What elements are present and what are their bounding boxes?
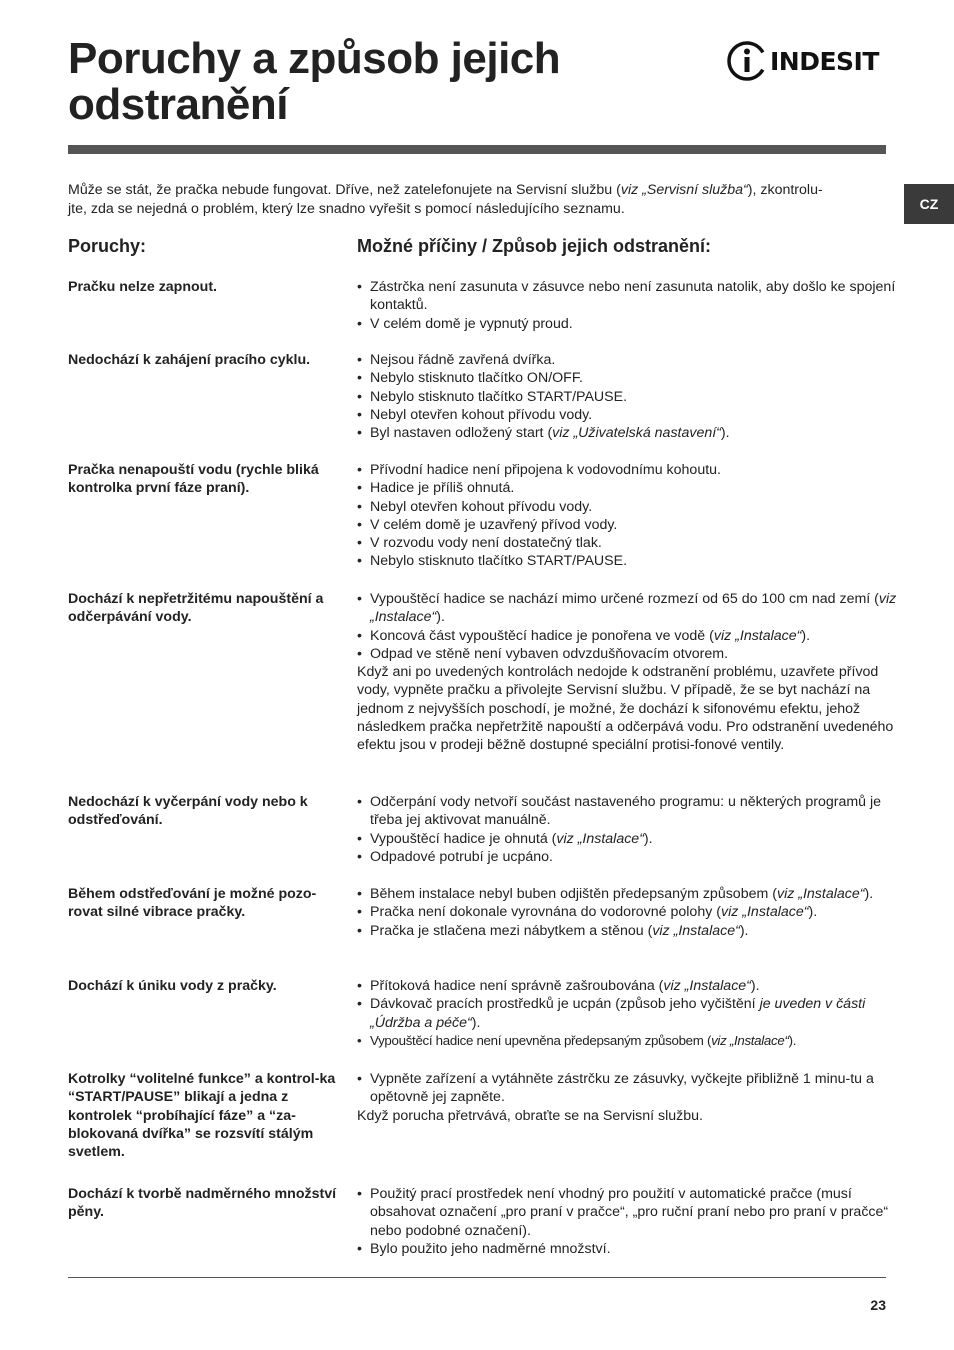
- cause-item: [357, 534, 897, 552]
- cause-text: V celém domě je uzavřený přívod vody.: [370, 516, 618, 533]
- causes-list: [357, 977, 897, 1050]
- causes-block: [357, 351, 897, 442]
- cause-reference: viz „Instalace“: [713, 627, 802, 644]
- page-title: [68, 36, 668, 128]
- causes-block: [357, 590, 897, 755]
- cause-note: Když porucha přetrvává, obraťte se na Servisní službu.: [357, 1107, 704, 1124]
- cause-text: Vypouštěcí hadice je ohnutá (: [370, 830, 557, 847]
- cause-text: Nebylo stisknuto tlačítko START/PAUSE.: [370, 388, 628, 405]
- causes-list: [357, 1070, 897, 1107]
- brand-logo: [726, 40, 888, 82]
- cause-text: Nebyl otevřen kohout přívodu vody.: [370, 406, 593, 423]
- cause-text: Odpad ve stěně není vybaven odvzdušňovacím otvorem.: [370, 645, 729, 662]
- cause-item: [357, 552, 897, 570]
- cause-text: Pračka je stlačena mezi nábytkem a stěnou (: [370, 922, 653, 939]
- problem-text: Pračka nenapouští vodu (rychle bliká kontrolka první fáze praní).: [68, 462, 319, 497]
- cause-text: Dávkovač pracích prostředků je ucpán (způsob jeho vyčištění: [370, 996, 760, 1013]
- cause-item: [357, 1240, 897, 1258]
- causes-list: [357, 461, 897, 571]
- cause-item: [357, 315, 897, 333]
- cause-item: [357, 995, 897, 1032]
- causes-list: [357, 793, 897, 866]
- cause-reference: viz „Instalace“: [370, 591, 897, 626]
- cause-text-end: ).: [471, 1014, 481, 1031]
- cause-item: [357, 922, 897, 940]
- cause-text: Přítoková hadice není správně zašroubována (: [370, 978, 664, 994]
- causes-list: [357, 885, 897, 940]
- cause-reference: viz „Instalace“: [663, 978, 751, 994]
- brand-i-icon: [726, 40, 768, 82]
- cause-text: Přívodní hadice není připojena k vodovodnímu kohoutu.: [370, 462, 721, 478]
- cause-text: Vypněte zařízení a vytáhněte zástrčku ze zásuvky, vyčkejte přibližně 1 minu-tu a opětovně jej zapněte.: [370, 1071, 874, 1106]
- problems-heading: Poruchy:: [68, 236, 147, 256]
- cause-text: Odpadové potrubí je ucpáno.: [370, 848, 553, 865]
- cause-text: Nebylo stisknuto tlačítko ON/OFF.: [370, 370, 583, 387]
- cause-item: [357, 369, 897, 387]
- cause-item: [357, 1185, 897, 1240]
- problem-text: Dochází k úniku vody z pračky.: [68, 978, 277, 994]
- footer-divider: [68, 1277, 886, 1278]
- causes-block: [357, 885, 897, 940]
- cause-item: [357, 278, 897, 315]
- cause-reference: viz „Instalace“: [556, 830, 644, 847]
- cause-item: [357, 903, 897, 921]
- cause-text: Pračka není dokonale vyrovnána do vodorovné polohy (: [370, 904, 721, 921]
- cause-reference: je uveden v části „Údržba a péče“: [370, 996, 866, 1031]
- cause-item: [357, 388, 897, 406]
- intro-text-2: ), zkontrolu-: [747, 182, 823, 198]
- cause-note: Když ani po uvedených kontrolách nedojde k odstranění problému, uzavřete přívod vody, vypněte pračku a přivolejte Servisní službu. V případě, že se byt nachází na jednom z nejvyšších poschodí, je možné, že dochází k sifonovému efektu, jehož následkem pračka nepřetržitě napouští a odčerpává vodu. Pro odstranění uvedeného efektu jsou v prodeji běžně dostupné speciální protisi-fonové ventily.: [357, 664, 894, 754]
- language-tab: CZ: [904, 184, 954, 224]
- causes-block: [357, 461, 897, 571]
- problem-text: Kotrolky “volitelné funkce” a kontrol-ka “START/PAUSE” blikají a jedna z kontrolek “probíhající fáze” a “za-blokovaná dvířka” se rozsvítí stálým svetlem.: [68, 1071, 336, 1161]
- cause-text-end: ).: [720, 425, 730, 442]
- cause-text: Vypouštěcí hadice se nachází mimo určené rozmezí od 65 do 100 cm nad zemí (: [370, 591, 879, 607]
- cause-item: [357, 977, 897, 995]
- cause-text-end: ).: [436, 609, 445, 626]
- problem-text: Nedochází k vyčerpání vody nebo k odstřeďování.: [68, 794, 308, 829]
- problem-text: Nedochází k zahájení pracího cyklu.: [68, 352, 311, 368]
- cause-text: Vypouštěcí hadice není upevněna předepsaným způsobem (: [370, 1032, 712, 1048]
- cause-text: Byl nastaven odložený start (: [370, 425, 553, 442]
- cause-item: [357, 516, 897, 534]
- cause-item: [357, 627, 897, 645]
- title-divider: [68, 145, 886, 154]
- causes-block: [357, 977, 897, 1050]
- cause-text: Hadice je příliš ohnutá.: [370, 480, 515, 497]
- cause-text-end: ).: [750, 978, 760, 994]
- cause-text: Nejsou řádně zavřená dvířka.: [370, 352, 556, 368]
- problem-text: Pračku nelze zapnout.: [68, 279, 218, 295]
- causes-block: [357, 1070, 897, 1125]
- cause-reference: viz „Instalace“: [711, 1032, 789, 1048]
- cause-item: [357, 590, 897, 627]
- title-line-2: odstranění: [68, 80, 288, 129]
- causes-block: [357, 1185, 897, 1258]
- cause-text: V celém domě je vypnutý proud.: [370, 315, 573, 332]
- problem-text: Během odstřeďování je možné pozo-rovat silné vibrace pračky.: [68, 886, 317, 921]
- page-number: 23: [870, 1297, 886, 1313]
- cause-text: Koncová část vypouštěcí hadice je ponořena ve vodě (: [370, 627, 714, 644]
- causes-list: [357, 590, 897, 663]
- cause-item: [357, 406, 897, 424]
- intro-text-3: jte, zda se nejedná o problém, který lze snadno vyřešit s pomocí následujícího seznamu.: [68, 201, 625, 217]
- cause-text-end: ).: [808, 904, 818, 921]
- cause-text: Odčerpání vody netvoří součást nastaveného programu: u některých programů je třeba jej aktivovat manuálně.: [370, 794, 882, 829]
- cause-text: Zástrčka není zasunuta v zásuvce nebo není zasunuta natolik, aby došlo ke spojení kontaktů.: [370, 279, 896, 314]
- cause-text: Nebyl otevřen kohout přívodu vody.: [370, 498, 593, 515]
- causes-block: [357, 278, 897, 333]
- cause-item: [357, 498, 897, 516]
- causes-list: [357, 1185, 897, 1258]
- causes-list: [357, 278, 897, 333]
- cause-item: [357, 885, 897, 903]
- cause-text-end: ).: [864, 886, 874, 902]
- cause-item: [357, 830, 897, 848]
- cause-item: [357, 461, 897, 479]
- problem-text: Dochází k nepřetržitému napouštění a odčerpávání vody.: [68, 591, 324, 626]
- cause-reference: viz „Instalace“: [652, 922, 740, 939]
- cause-text-end: ).: [801, 627, 811, 644]
- cause-item: [357, 351, 897, 369]
- cause-item: [357, 1032, 897, 1050]
- cause-text: Použitý prací prostředek není vhodný pro použití v automatické pračce (musí obsahovat označení „pro praní v pračce“, „pro ruční praní nebo pro praní v pračce“ nebo podobné označení).: [370, 1186, 889, 1239]
- cause-text-end: ).: [739, 922, 749, 939]
- causes-block: [357, 793, 897, 866]
- cause-item: [357, 424, 897, 442]
- causes-heading: Možné příčiny / Způsob jejich odstranění:: [357, 236, 712, 256]
- cause-reference: viz „Uživatelská nastavení“: [552, 425, 721, 442]
- intro-paragraph: [68, 181, 886, 219]
- cause-reference: viz „Instalace“: [720, 904, 809, 921]
- problem-text: Dochází k tvorbě nadměrného množství pěny.: [68, 1186, 337, 1221]
- cause-text-end: ).: [643, 830, 653, 847]
- title-line-1: Poruchy a způsob jejich: [68, 34, 561, 83]
- cause-item: [357, 793, 897, 830]
- cause-item: [357, 479, 897, 497]
- causes-list: [357, 351, 897, 442]
- cause-text: Během instalace nebyl buben odjištěn předepsaným způsobem (: [370, 886, 777, 902]
- cause-reference: viz „Instalace“: [776, 886, 865, 902]
- cause-text: Nebylo stisknuto tlačítko START/PAUSE.: [370, 553, 628, 570]
- cause-item: [357, 1070, 897, 1107]
- cause-text: Bylo použito jeho nadměrné množství.: [370, 1240, 611, 1257]
- cause-item: [357, 848, 897, 866]
- intro-ref: viz „Servisní služba“: [620, 182, 748, 198]
- intro-text-1: Může se stát, že pračka nebude fungovat. Dříve, než zatelefonujete na Servisní službu (: [68, 182, 621, 198]
- cause-text: V rozvodu vody není dostatečný tlak.: [370, 535, 602, 552]
- cause-item: [357, 645, 897, 663]
- brand-name: INDESIT: [770, 46, 879, 76]
- cause-text-end: ).: [788, 1032, 797, 1048]
